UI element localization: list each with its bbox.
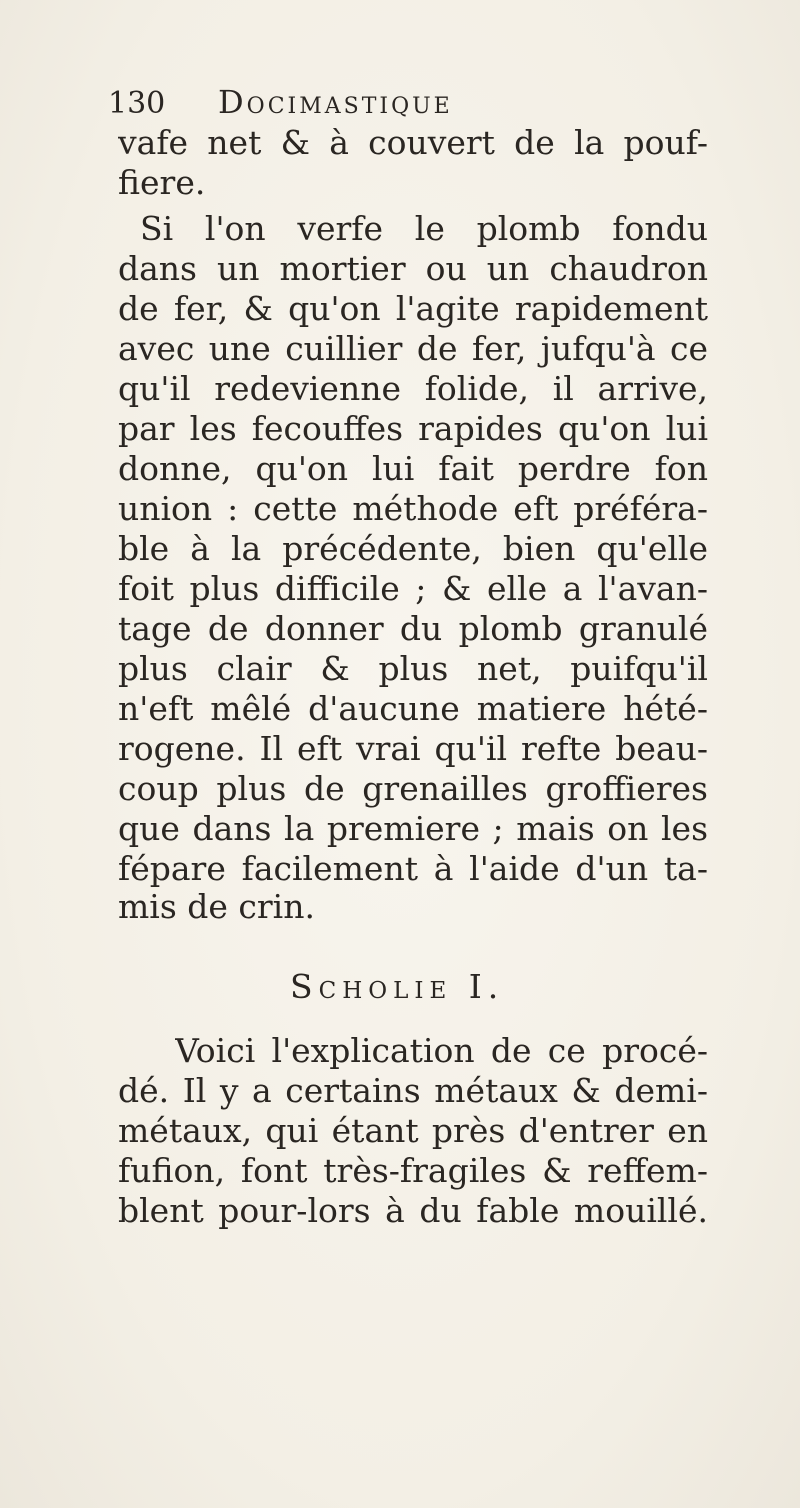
text-line: avec une cuillier de fer, jufqu'à ce [118,330,708,368]
section-heading: Scholie I. [290,967,505,1006]
text-line: fiere. [118,164,206,202]
text-line: que dans la premiere ; mais on les [118,810,708,848]
text-line: n'eft mêlé d'aucune matiere hété- [118,690,708,728]
text-line: dé. Il y a certains métaux & demi- [118,1072,708,1110]
text-line: ble à la précédente, bien qu'elle [118,530,708,568]
text-line: tage de donner du plomb granulé [118,610,708,648]
text-line: fépare facilement à l'aide d'un ta- [118,850,708,888]
text-line: foit plus difficile ; & elle a l'avan- [118,570,708,608]
text-line: métaux, qui étant près d'entrer en [118,1112,708,1150]
text-line: rogene. Il eft vrai qu'il refte beau- [118,730,708,768]
text-line: dans un mortier ou un chaudron [118,250,708,288]
text-line: Voici l'explication de ce procé- [175,1032,708,1070]
text-line: plus clair & plus net, puifqu'il [118,650,708,688]
text-line: coup plus de grenailles groffieres [118,770,708,808]
text-line: mis de crin. [118,888,315,926]
page-number: 130 [108,86,166,121]
text-line: Si l'on verfe le plomb fondu [140,210,708,248]
text-line: de fer, & qu'on l'agite rapidement [118,290,708,328]
text-line: vafe net & à couvert de la pouf- [118,124,708,162]
text-line: donne, qu'on lui fait perdre fon [118,450,708,488]
page-header [108,80,708,124]
text-line: blent pour-lors à du fable mouillé. [118,1192,708,1230]
running-title: Docimastique [218,83,453,121]
text-line: par les fecouffes rapides qu'on lui [118,410,708,448]
text-line: union : cette méthode eft préféra- [118,490,708,528]
text-line: qu'il redevienne folide, il arrive, [118,370,708,408]
text-line: fufion, font très-fragiles & reffem- [118,1152,708,1190]
